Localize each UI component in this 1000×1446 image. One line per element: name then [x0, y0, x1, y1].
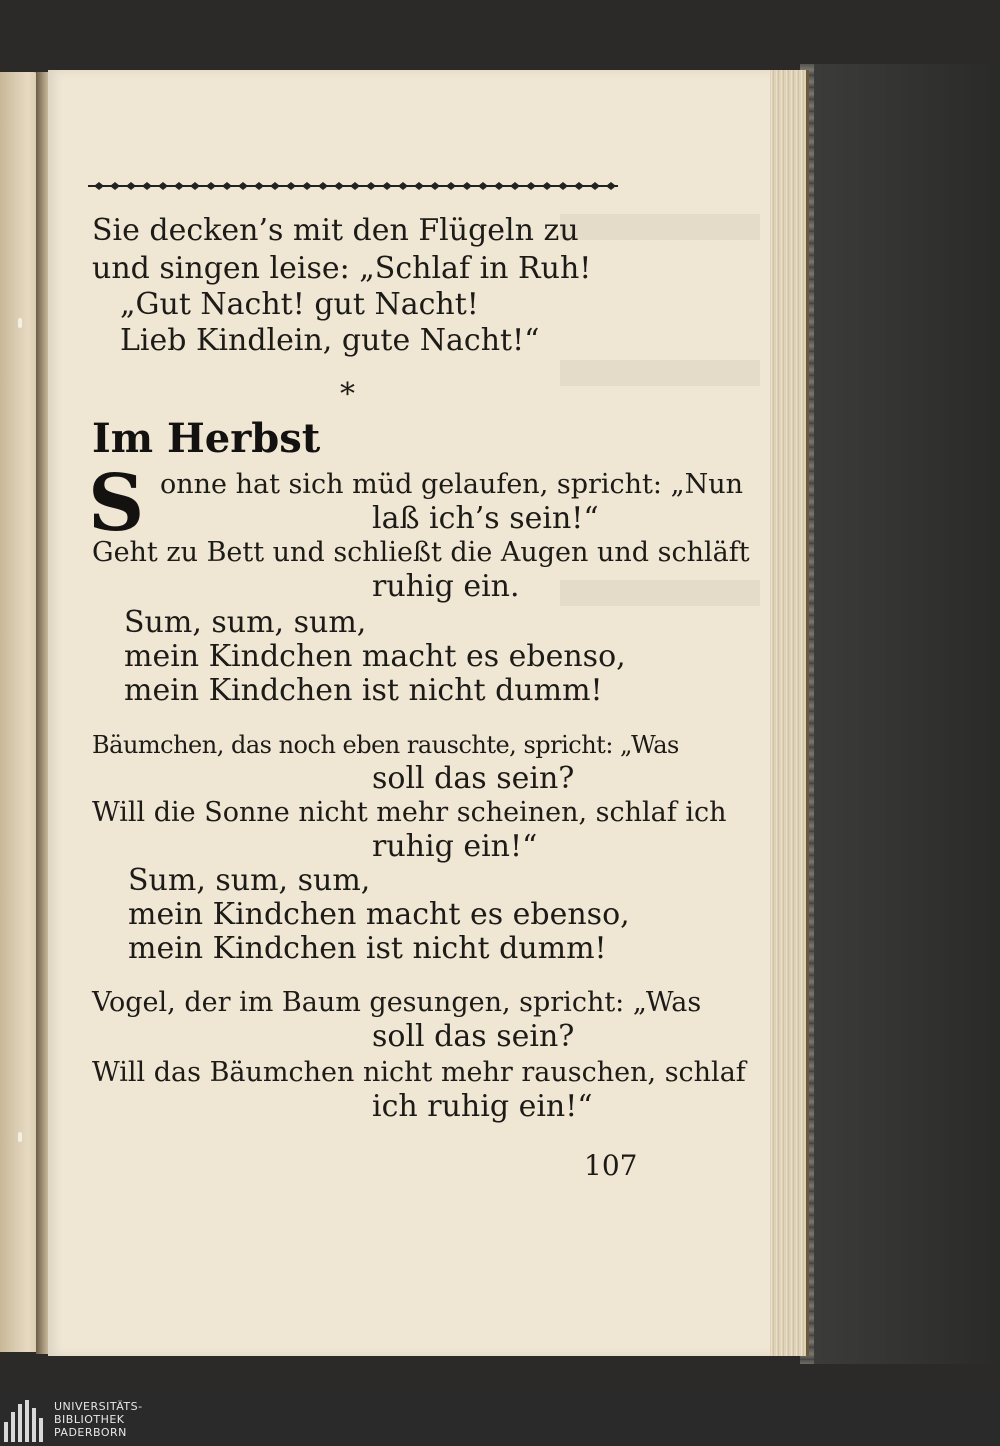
poem-line: mein Kindchen ist nicht dumm! [124, 673, 603, 708]
poem-line: Geht zu Bett und schließt die Augen und schläft [92, 537, 750, 568]
section-separator: * [340, 377, 355, 412]
library-name-line: BIBLIOTHEK [54, 1413, 125, 1426]
library-name-line: PADERBORN [54, 1426, 127, 1439]
library-name-line: UNIVERSITÄTS- [54, 1400, 143, 1413]
poem-line: Lieb Kindlein, gute Nacht!“ [120, 323, 540, 358]
poem-line: Sum, sum, sum, [128, 863, 371, 898]
poem-line: mein Kindchen ist nicht dumm! [128, 931, 607, 966]
poem-line: ruhig ein. [372, 569, 520, 604]
library-name [54, 1400, 143, 1439]
poem-line: ich ruhig ein!“ [372, 1089, 593, 1124]
poem-line: ruhig ein!“ [372, 829, 538, 864]
page-edge-stack [770, 70, 809, 1356]
left-page-edge [0, 72, 40, 1352]
poem-line: mein Kindchen macht es ebenso, [124, 639, 626, 674]
poem-line: und singen leise: „Schlaf in Ruh! [92, 251, 592, 286]
show-through-mark [560, 360, 760, 386]
show-through-mark [560, 580, 760, 606]
poem-line: Will das Bäumchen nicht mehr rauschen, schlaf [92, 1057, 746, 1088]
poem-line: onne hat sich müd gelaufen, spricht: „Nun [160, 469, 743, 500]
binding-stitch [18, 1132, 22, 1142]
show-through-mark [560, 214, 760, 240]
poem-line: Will die Sonne nicht mehr scheinen, schlaf ich [92, 797, 727, 828]
poem-line: Sie decken’s mit den Flügeln zu [92, 213, 579, 248]
book-cover [808, 64, 1000, 1364]
poem-line: mein Kindchen macht es ebenso, [128, 897, 630, 932]
poem-line: soll das sein? [372, 1019, 575, 1054]
poem-line: Vogel, der im Baum gesungen, spricht: „Was [92, 987, 702, 1018]
footer-bar [0, 1392, 1000, 1446]
poem-line: Sum, sum, sum, [124, 605, 367, 640]
library-logo-icon [4, 1400, 44, 1442]
page-number: 107 [584, 1149, 638, 1182]
binding-stitch [18, 318, 22, 328]
poem-title: Im Herbst [92, 415, 321, 462]
poem-line: laß ich’s sein!“ [372, 501, 599, 536]
ornamental-rule [88, 180, 618, 192]
ornament-diamonds [88, 180, 618, 192]
poem-line: Bäumchen, das noch eben rauschte, spricht: „Was [92, 731, 679, 759]
poem-line: soll das sein? [372, 761, 575, 796]
poem-line: „Gut Nacht! gut Nacht! [120, 287, 479, 322]
drop-capital: S [88, 458, 145, 549]
